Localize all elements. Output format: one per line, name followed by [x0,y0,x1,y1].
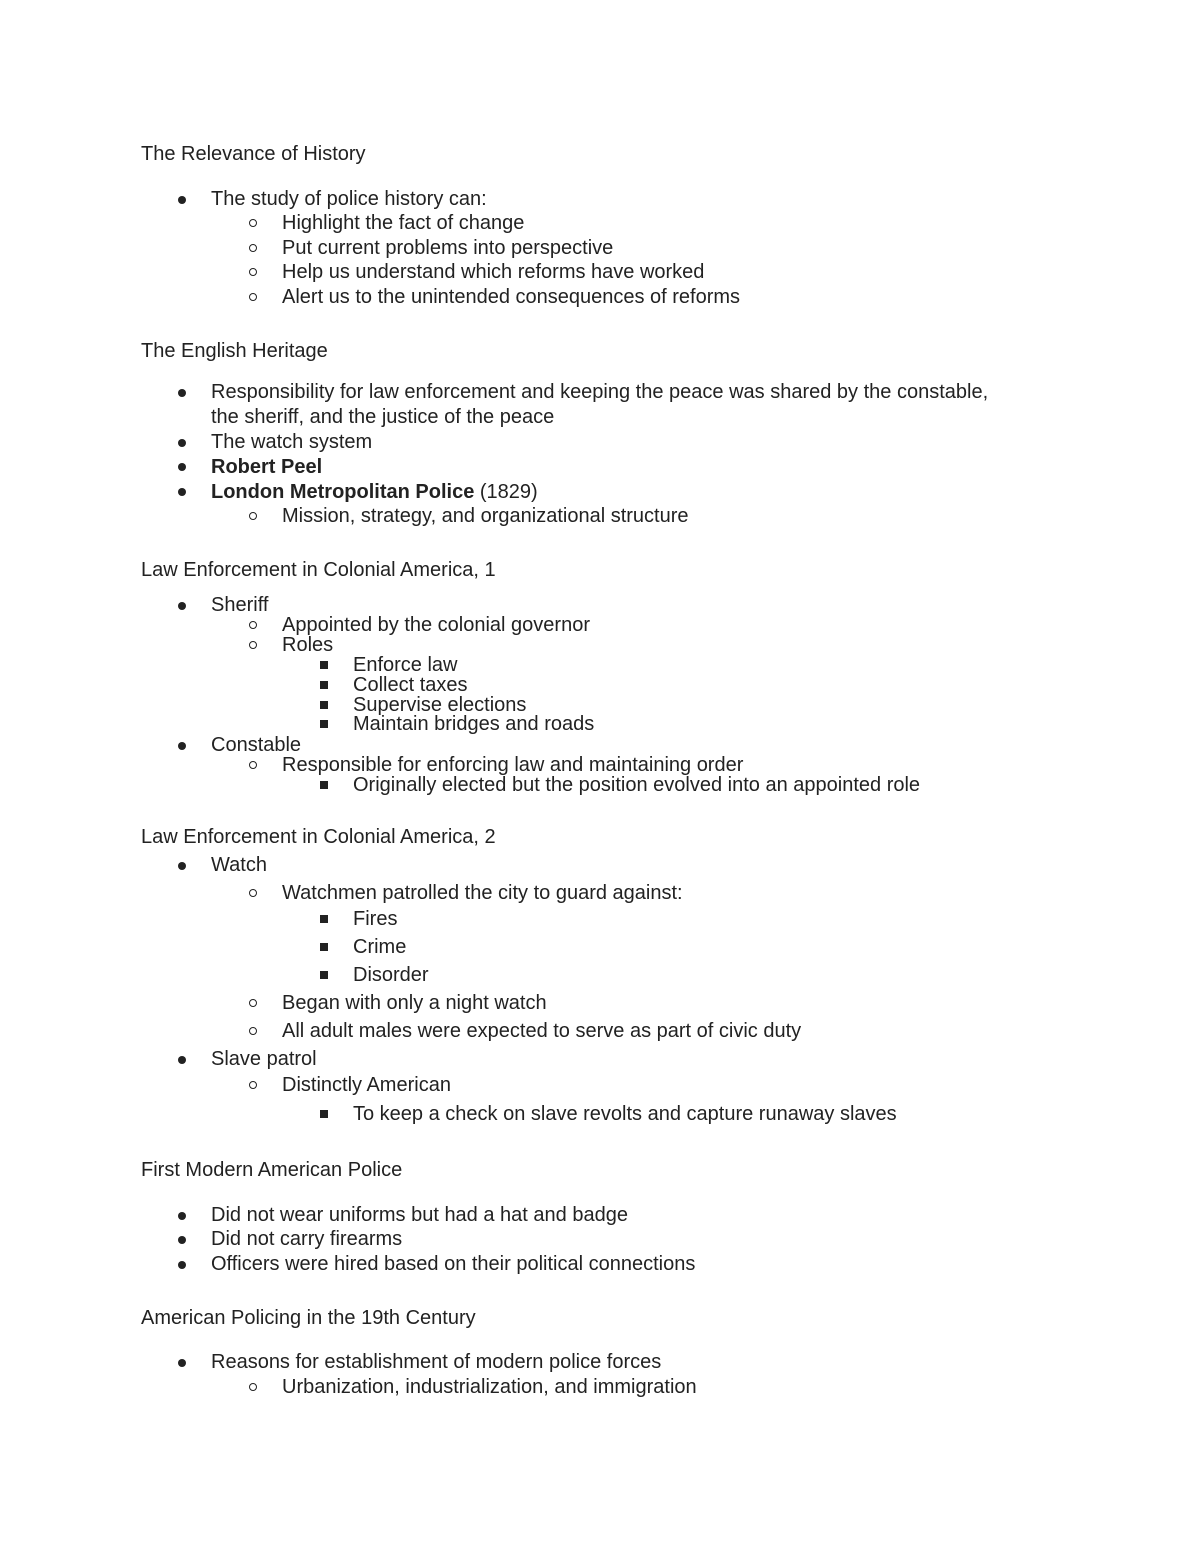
list-item: Reasons for establishment of modern police forces [211,1351,662,1373]
circle-bullet-icon [249,244,257,252]
list-item [211,480,538,504]
list-item: Watchmen patrolled the city to guard against: [282,882,683,904]
circle-bullet-icon [249,1081,257,1089]
section-heading: The Relevance of History [141,143,366,165]
square-bullet-icon [320,720,328,728]
list-item: Sheriff [211,594,269,616]
list-item-suffix: (1829) [474,481,538,503]
list-item-continuation: the sheriff, and the justice of the peace [211,406,555,428]
list-item: Urbanization, industrialization, and immigration [282,1376,697,1398]
square-bullet-icon [320,781,328,789]
bullet-icon [178,742,186,750]
bullet-icon [178,602,186,610]
circle-bullet-icon [249,268,257,276]
square-bullet-icon [320,701,328,709]
list-item: Did not carry firearms [211,1228,403,1250]
bullet-icon [178,389,186,397]
circle-bullet-icon [249,219,257,227]
list-item: Enforce law [353,654,458,676]
section-heading: Law Enforcement in Colonial America, 2 [141,826,496,848]
bullet-icon [178,1261,186,1269]
section-heading: American Policing in the 19th Century [141,1307,476,1329]
list-item: Distinctly American [282,1074,451,1096]
square-bullet-icon [320,943,328,951]
list-item: Mission, strategy, and organizational structure [282,505,689,527]
list-item: The watch system [211,431,373,453]
list-item: Help us understand which reforms have worked [282,261,705,283]
list-item: Officers were hired based on their political connections [211,1253,696,1275]
square-bullet-icon [320,661,328,669]
section-heading: Law Enforcement in Colonial America, 1 [141,559,496,581]
list-item: Did not wear uniforms but had a hat and badge [211,1204,628,1226]
list-item: Constable [211,734,302,756]
square-bullet-icon [320,971,328,979]
section-heading: First Modern American Police [141,1159,403,1181]
square-bullet-icon [320,915,328,923]
list-item: Put current problems into perspective [282,237,614,259]
list-item: Fires [353,908,398,930]
list-item: Responsible for enforcing law and maintaining order [282,754,744,776]
list-item: Crime [353,936,407,958]
list-item: Watch [211,854,267,876]
list-item: All adult males were expected to serve as part of civic duty [282,1020,802,1042]
list-item: Collect taxes [353,674,468,696]
bullet-icon [178,1236,186,1244]
list-item: Supervise elections [353,694,527,716]
bullet-icon [178,488,186,496]
list-item: Appointed by the colonial governor [282,614,590,636]
bullet-icon [178,862,186,870]
circle-bullet-icon [249,761,257,769]
circle-bullet-icon [249,1027,257,1035]
circle-bullet-icon [249,999,257,1007]
bullet-icon [178,463,186,471]
bullet-icon [178,1212,186,1220]
circle-bullet-icon [249,1383,257,1391]
bullet-icon [178,439,186,447]
circle-bullet-icon [249,889,257,897]
list-item: Responsibility for law enforcement and keeping the peace was shared by the constable, [211,381,989,403]
circle-bullet-icon [249,512,257,520]
list-item: The study of police history can: [211,188,487,210]
list-item: Disorder [353,964,429,986]
list-item: Highlight the fact of change [282,212,525,234]
circle-bullet-icon [249,641,257,649]
circle-bullet-icon [249,621,257,629]
list-item: Roles [282,634,334,656]
square-bullet-icon [320,1110,328,1118]
bullet-icon [178,1359,186,1367]
list-item-bold: London Metropolitan Police [211,481,475,503]
section-heading: The English Heritage [141,340,328,362]
list-item: Slave patrol [211,1048,317,1070]
list-item: Alert us to the unintended consequences of reforms [282,286,741,308]
list-item: Maintain bridges and roads [353,713,595,735]
bullet-icon [178,196,186,204]
bullet-icon [178,1056,186,1064]
list-item: Began with only a night watch [282,992,547,1014]
circle-bullet-icon [249,293,257,301]
list-item: Robert Peel [211,456,323,478]
square-bullet-icon [320,681,328,689]
list-item: Originally elected but the position evolved into an appointed role [353,774,921,796]
list-item: To keep a check on slave revolts and capture runaway slaves [353,1103,897,1125]
